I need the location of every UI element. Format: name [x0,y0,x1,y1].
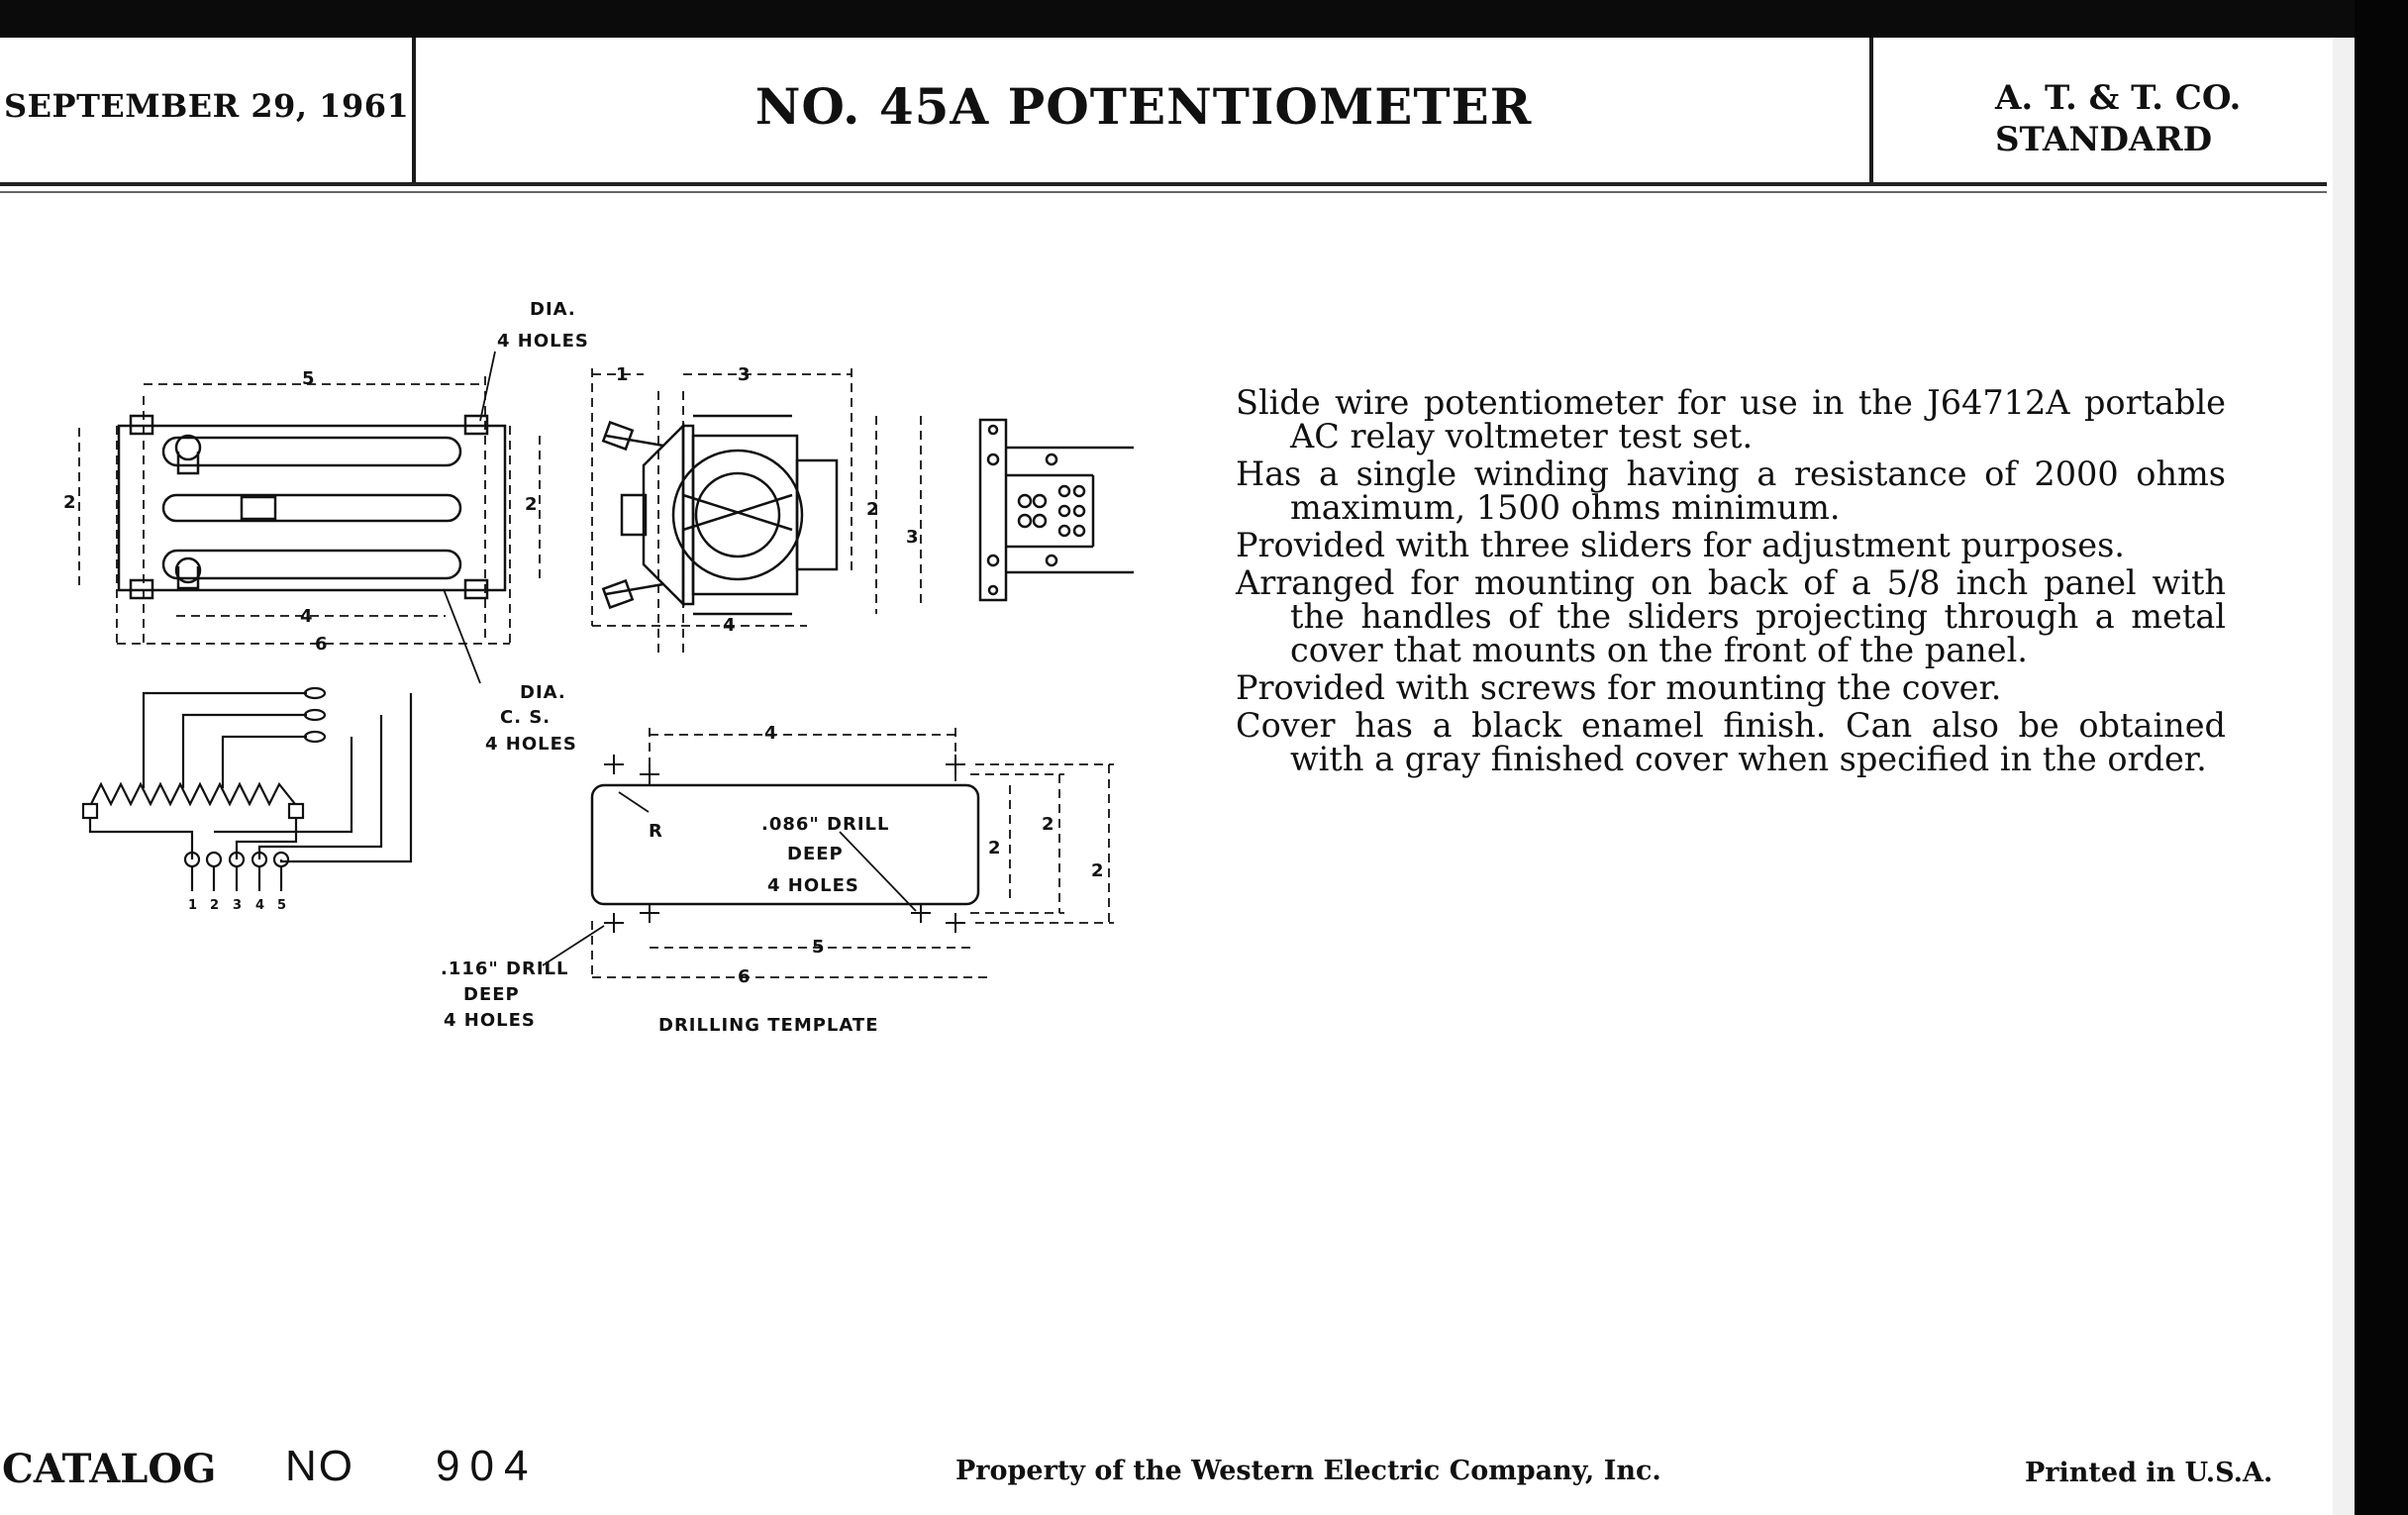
page-title: NO. 45A POTENTIOMETER [754,77,1533,136]
dim-2-13-16: 2 [63,492,76,513]
terminal-number: 2 [210,898,220,913]
drawing-labels [63,299,1104,1036]
front-view [119,416,505,598]
description-paragraph: Provided with three sliders for adjustment purposes. [1236,526,2125,564]
standard-line-2: STANDARD [1995,120,2213,159]
dim-4-5-8-template: 4 [764,723,777,744]
wiring-schematic [83,688,411,891]
drill-086-b: DEEP [787,844,844,864]
description-paragraph: Slide wire potentiometer for use in the J64712A portable AC relay voltmeter test set. [1236,383,2226,455]
dim-2-9-16: 2 [525,494,538,515]
description-paragraph: Cover has a black enamel finish. Can also be obtained with a gray finished cover when specified in the order. [1236,706,2226,778]
description-paragraph: Provided with screws for mounting the cover. [1236,668,2002,707]
side-view [603,416,837,614]
terminal-number: 5 [277,898,287,913]
dim-5-3-4-template: 5 [812,937,825,958]
catalog-label: CATALOG [2,1446,217,1492]
drill-086-a: .086" DRILL [761,814,890,835]
template-label: DRILLING TEMPLATE [658,1015,879,1036]
dim-2-13-16-side: 2 [866,499,879,520]
dim-2-13-16-template: 2 [1091,860,1104,881]
hole-note-cs-b: C. S. [500,707,552,728]
hole-note-cs-a: DIA. [520,682,566,703]
dim-5-3-4: 5 [302,368,315,389]
terminal-number: 4 [255,898,265,913]
end-view [980,420,1134,600]
description-paragraph: Has a single winding having a resistance of 2000 ohms maximum, 1500 ohms minimum. [1236,454,2226,527]
dim-4-5-8: 4 [300,606,313,627]
drill-116-c: 4 HOLES [444,1010,536,1031]
dim-6-1-2: 6 [738,966,751,987]
dim-3-5-16: 3 [738,364,751,385]
dim-3-1-8: 3 [906,527,919,548]
drill-116-b: DEEP [463,984,520,1005]
issue-date: SEPTEMBER 29, 1961 [4,87,410,125]
dim-2-1-16: 2 [988,838,1001,858]
drill-116-a: .116" DRILL [441,959,569,979]
printed-notice: Printed in U.S.A. [2025,1458,2273,1488]
dim-1-1-8: 1 [616,364,629,385]
dim-2-9-16-template: 2 [1042,814,1054,835]
standard-line-1: A. T. & T. CO. [1995,78,2242,118]
hole-note-top-a: DIA. [530,299,576,320]
template-dimensions [592,728,1114,980]
dim-6-3-4: 6 [315,634,328,655]
leader-lines [444,352,495,683]
dim-4-7-16: 4 [723,615,736,636]
hole-note-top-b: 4 HOLES [497,331,589,352]
terminal-number: 1 [188,898,198,913]
terminal-number: 3 [233,898,243,913]
radius-label: R [649,821,663,842]
hole-note-cs-c: 4 HOLES [485,734,577,755]
catalog-number: 904 [436,1442,539,1490]
catalog-no-label: NO [285,1442,354,1490]
description-paragraph: Arranged for mounting on back of a 5/8 inch panel with the handles of the sliders projecting through a metal cover that mounts on the front of the panel. [1236,563,2226,669]
property-notice: Property of the Western Electric Company, Inc. [955,1456,1661,1486]
drill-086-c: 4 HOLES [767,875,859,896]
